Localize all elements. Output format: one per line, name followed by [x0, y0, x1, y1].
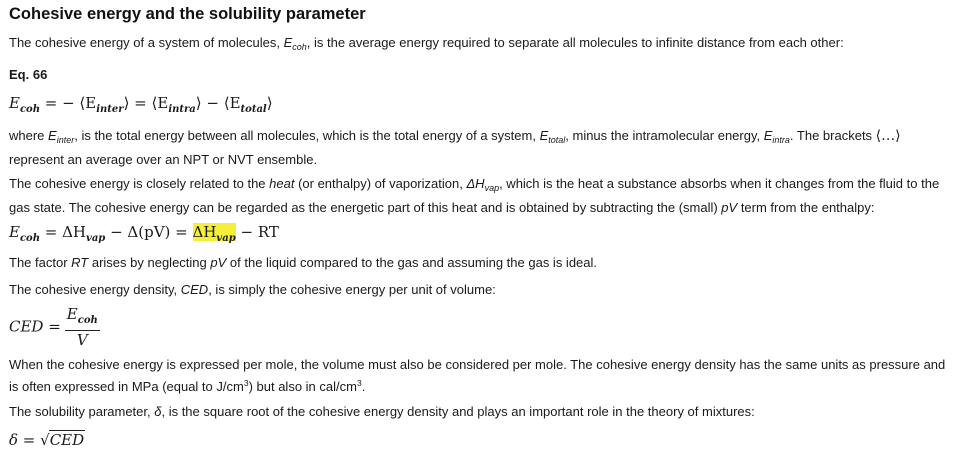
paragraph-text: [9, 355, 952, 396]
math-symbol: E: [9, 94, 20, 112]
math-symbol: V: [76, 331, 88, 349]
paragraph-ced: [9, 280, 952, 299]
subscript: total: [548, 135, 566, 145]
paragraph-units: [9, 355, 952, 396]
text-run: where: [9, 128, 49, 143]
text-run: represent an average over an NPT or NVT ensemble.: [9, 152, 318, 167]
text-run: ) but also in cal/cm: [248, 379, 357, 394]
text-run: , is simply the cohesive energy per unit of volume:: [208, 282, 496, 297]
symbol-delta: δ: [154, 404, 162, 419]
sqrt-argument: CED: [49, 431, 85, 449]
paragraph-text: [9, 402, 952, 421]
math-subscript: coh: [77, 315, 98, 326]
text-run: , is the average energy required to separate all molecules to infinite distance from each other:: [306, 35, 844, 50]
symbol-pv: pV: [721, 200, 738, 215]
emphasis: heat: [269, 176, 295, 191]
symbol-e: E: [48, 128, 57, 143]
math-subscript: inter: [96, 104, 124, 115]
math-run: = ΔH: [39, 223, 87, 241]
angle-brackets: ⟨…⟩: [875, 128, 901, 144]
paragraph-text: [9, 33, 952, 57]
math-subscript: total: [240, 104, 267, 115]
symbol-rt: RT: [71, 255, 89, 270]
paragraph-text: [9, 174, 952, 217]
math-symbol: CED =: [9, 317, 61, 336]
math-subscript: intra: [168, 104, 196, 115]
text-run: The cohesive energy of a system of molecules,: [9, 35, 284, 50]
symbol-e: E: [539, 128, 549, 143]
math-run: − RT: [235, 223, 279, 241]
symbol-pv: pV: [210, 255, 227, 270]
superscript: 3: [356, 378, 362, 388]
subscript: inter: [56, 135, 75, 145]
text-run: term from the enthalpy:: [737, 200, 875, 215]
text-run: The cohesive energy is closely related to the: [9, 176, 270, 191]
math-symbol: E: [9, 223, 20, 241]
equation-delta: [9, 430, 952, 450]
math-run: − Δ(pV) =: [105, 223, 193, 241]
text-run: , is the total energy between all molecules, which is the total energy of a system,: [74, 128, 540, 143]
math-subscript: vap: [216, 233, 236, 244]
text-run: arises by neglecting: [88, 255, 211, 270]
emphasis: CED: [180, 282, 209, 297]
math-run: ⟩ − ⟨E: [195, 94, 241, 112]
paragraph-text: [9, 280, 952, 299]
highlighted-term: [192, 223, 236, 244]
text-run: , which is the heat a substance absorbs when it changes from the fluid to the gas state. The cohesive energy can be regarded as the energetic part of this heat and is obtained by subtracting the (small): [9, 176, 940, 215]
math-run: = − ⟨E: [39, 94, 97, 112]
paragraph-heat: [9, 174, 952, 217]
text-run: , is the square root of the cohesive energy density and plays an important role in the theory of mixtures:: [161, 404, 755, 419]
text-run: , minus the intramolecular energy,: [565, 128, 764, 143]
math-run: ΔH: [192, 223, 217, 241]
equation-cohesive: [9, 222, 952, 249]
symbol-e: E: [283, 35, 293, 50]
symbol-e: E: [763, 128, 773, 143]
symbol-dh: ΔH: [466, 176, 485, 191]
subscript: coh: [292, 42, 307, 52]
text-run: . The brackets: [789, 128, 876, 143]
text-run: (or enthalpy) of vaporization,: [294, 176, 467, 191]
text-run: When the cohesive energy is expressed per mole, the volume must also be considered per mole. The cohesive energy density has the same units as pressure and is often expressed in MPa (equal to J/cm: [9, 357, 946, 394]
section-heading-block: [9, 3, 952, 25]
paragraph-definition: [9, 33, 952, 57]
text-run: The factor: [9, 255, 72, 270]
paragraph-text: [9, 253, 952, 272]
paragraph-solubility: [9, 402, 952, 421]
math-symbol: E: [66, 305, 78, 323]
fraction-denominator: [65, 331, 100, 349]
equation-66: [9, 93, 952, 120]
equation-number: Eq. 66: [9, 67, 48, 82]
superscript: 3: [243, 378, 249, 388]
math-run: ⟩: [266, 94, 273, 112]
text-run: The cohesive energy density,: [9, 282, 181, 297]
text-run: The solubility parameter,: [9, 404, 155, 419]
section-title: Cohesive energy and the solubility parameter: [9, 5, 366, 23]
paragraph-text: [9, 126, 952, 169]
equation-ced: [9, 306, 952, 349]
paragraph-rt: [9, 253, 952, 272]
text-run: .: [361, 379, 366, 394]
fraction: [65, 306, 100, 349]
math-symbol: δ = √: [9, 431, 50, 449]
fraction-numerator: [65, 306, 100, 331]
equation-label: [9, 65, 952, 84]
paragraph-where: [9, 126, 952, 169]
subscript: intra: [772, 135, 790, 145]
math-subscript: vap: [86, 233, 106, 244]
math-subscript: coh: [19, 233, 40, 244]
math-subscript: coh: [19, 104, 40, 115]
subscript: vap: [484, 183, 500, 193]
text-run: of the liquid compared to the gas and assuming the gas is ideal.: [226, 255, 598, 270]
math-run: ⟩ = ⟨E: [123, 94, 169, 112]
